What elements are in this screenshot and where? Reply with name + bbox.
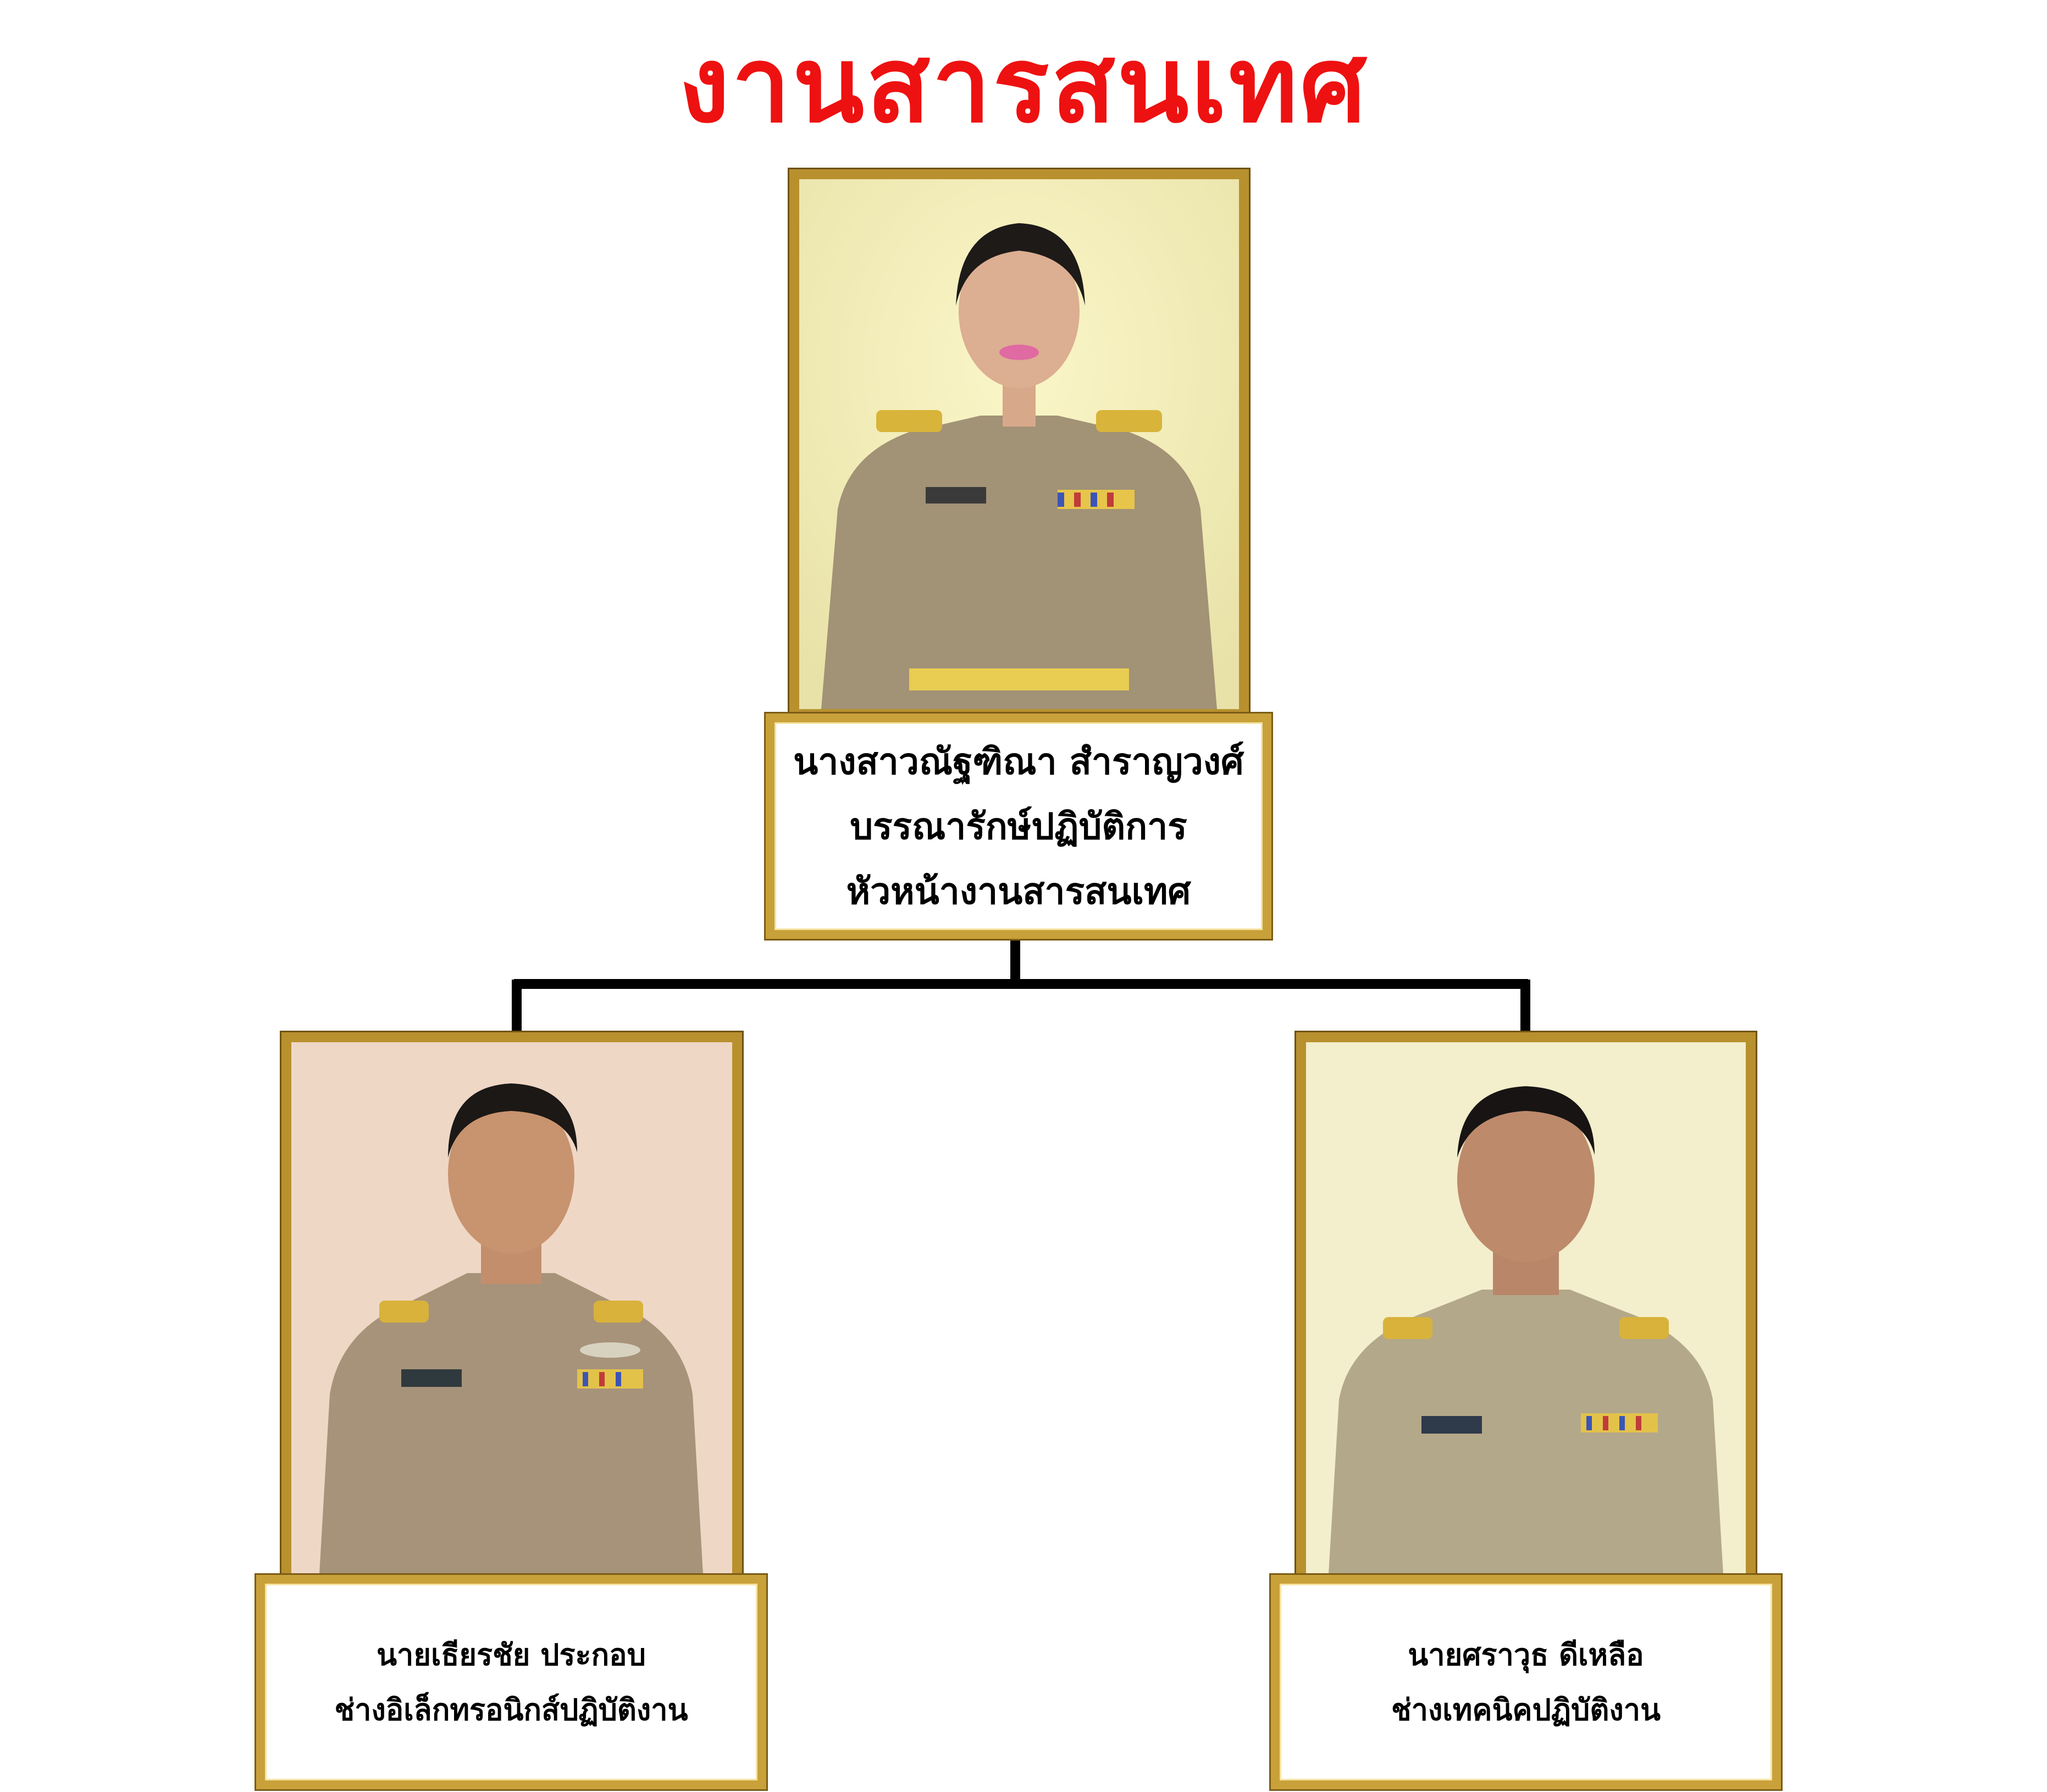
- staff-left-photo-frame: [281, 1032, 742, 1593]
- staff-right-position: ช่างเทคนิคปฏิบัติงาน: [1391, 1692, 1661, 1727]
- staff-left-caption-box: [256, 1575, 766, 1789]
- head-name: นางสาวณัฐฑิณา สำราญวงศ์: [793, 740, 1244, 783]
- head-position: บรรณารักษ์ปฏิบัติการ: [850, 805, 1187, 848]
- head-photo-frame: [789, 169, 1249, 719]
- page-title: งานสารสนเทศ: [678, 24, 1369, 146]
- staff-left-name: นายเธียรชัย ประกอบ: [377, 1637, 646, 1672]
- head-portrait-photo: [799, 179, 1239, 709]
- staff-right-name: นายศราวุธ ดีเหลือ: [1408, 1637, 1644, 1672]
- staff-right-portrait-photo: [1306, 1042, 1746, 1583]
- staff-left-position: ช่างอิเล็กทรอนิกส์ปฏิบัติงาน: [334, 1692, 688, 1727]
- staff-right-photo-frame: [1296, 1032, 1756, 1593]
- head-caption-box: [766, 714, 1271, 939]
- staff-left-portrait-photo: [291, 1042, 732, 1583]
- head-role: หัวหน้างานสารสนเทศ: [846, 870, 1191, 912]
- staff-right-caption-box: [1271, 1575, 1781, 1789]
